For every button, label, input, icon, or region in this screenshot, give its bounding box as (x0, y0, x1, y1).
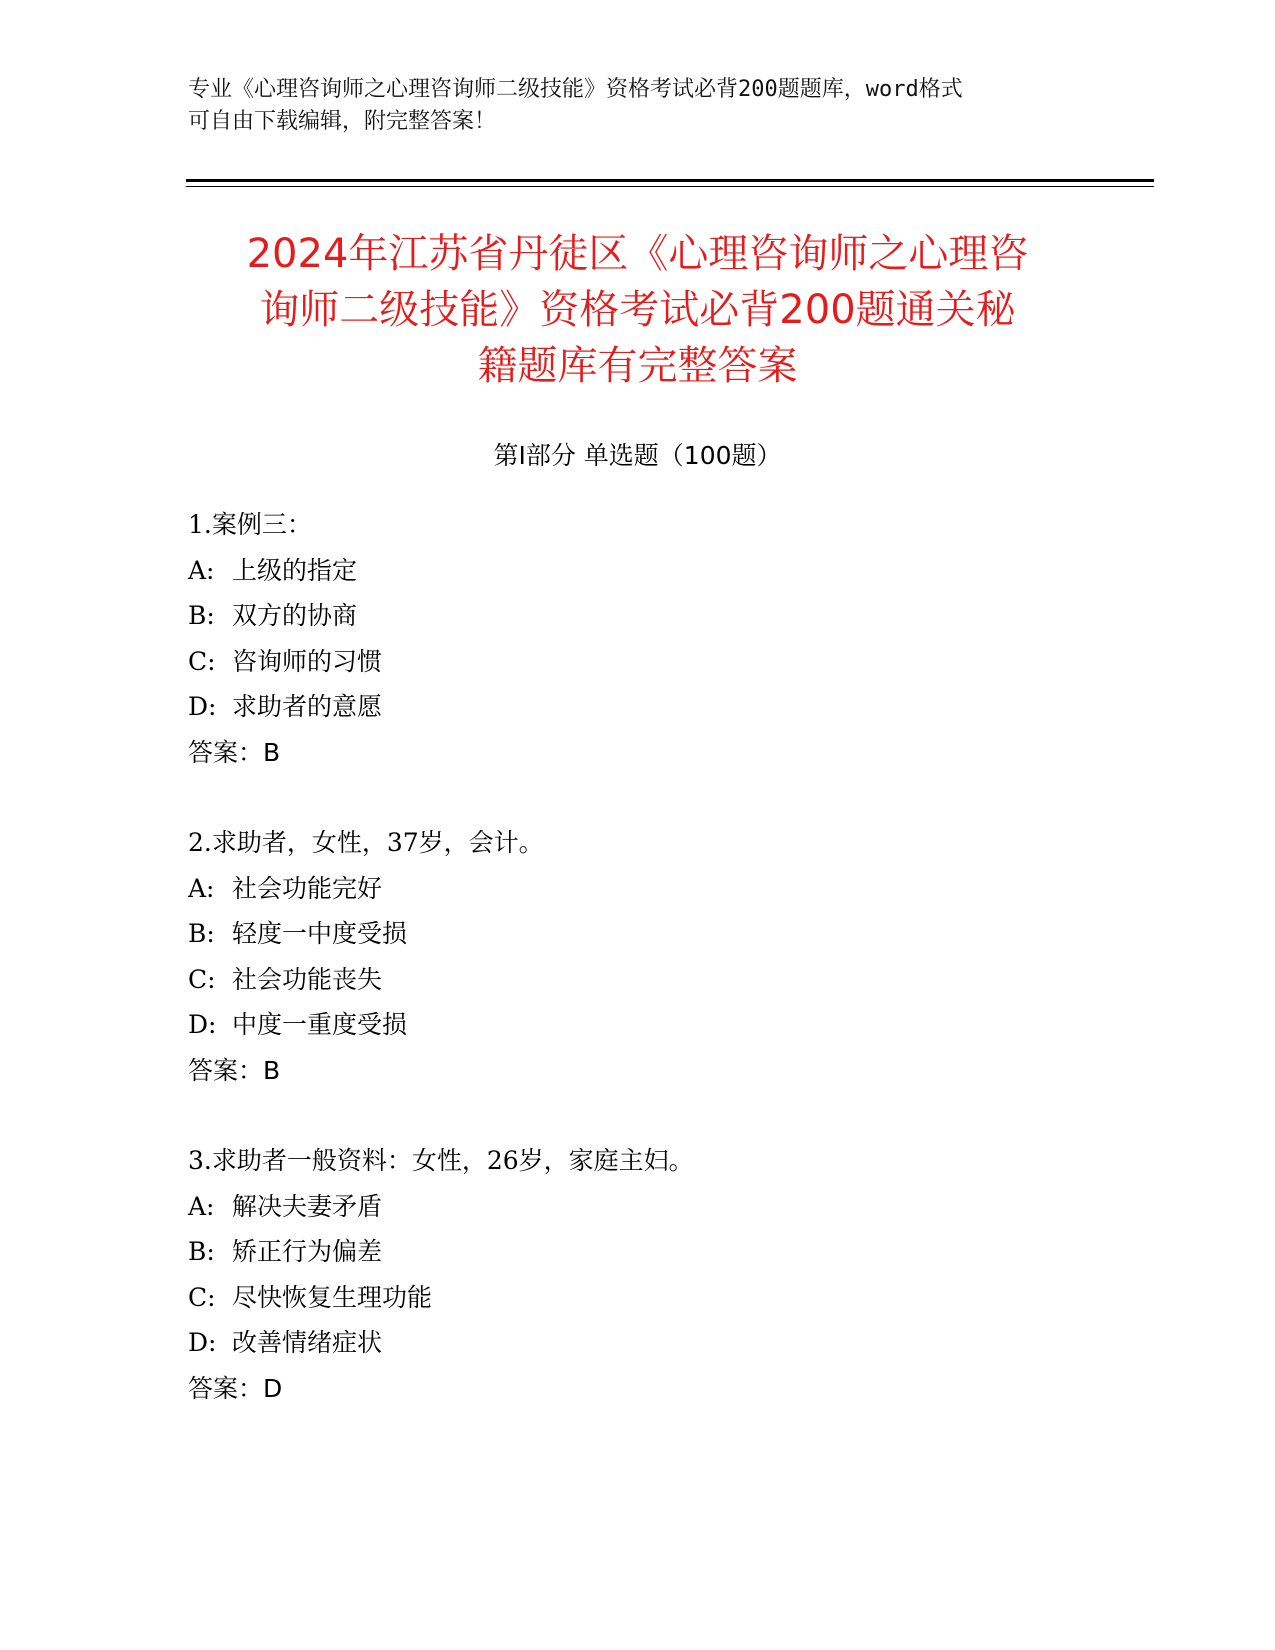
option-text: 上级的指定 (232, 555, 358, 585)
option-letter: D: (188, 692, 217, 721)
option-text: 求助者的意愿 (232, 692, 383, 721)
option-d (188, 684, 1088, 730)
option-letter: B: (188, 1237, 215, 1266)
option-text: 咨询师的习惯 (232, 646, 383, 676)
header-line-1: 专业《心理咨询师之心理咨询师二级技能》资格考试必背200题题库，word格式 (188, 77, 963, 102)
option-a (188, 866, 1088, 912)
section-heading: 第Ⅰ部分 单选题（100题） (493, 441, 782, 470)
header-line-2: 可自由下载编辑，附完整答案！ (188, 109, 497, 134)
question-3 (188, 1138, 1088, 1411)
option-letter: B: (188, 919, 215, 948)
title-line-1: 2024年江苏省丹徒区《心理咨询师之心理咨 (246, 231, 1029, 277)
option-text: 双方的协商 (232, 601, 358, 630)
option-letter: D: (188, 1010, 217, 1039)
option-letter: A: (188, 555, 215, 585)
option-letter: C: (188, 1282, 216, 1312)
option-letter: C: (188, 646, 216, 676)
title-line-2: 询师二级技能》资格考试必背200题通关秘 (259, 287, 1016, 333)
header-divider-thin (186, 186, 1154, 187)
option-letter: A: (188, 1191, 215, 1221)
answer-line: 答案：B (188, 737, 281, 767)
option-a (188, 1184, 1088, 1230)
option-c (188, 957, 1088, 1003)
option-text: 矫正行为偏差 (232, 1237, 383, 1266)
option-text: 改善情绪症状 (232, 1328, 383, 1357)
option-c (188, 1275, 1088, 1321)
option-text: 中度一重度受损 (232, 1010, 408, 1039)
option-b (188, 911, 1088, 957)
option-text: 尽快恢复生理功能 (232, 1282, 433, 1312)
option-letter: D: (188, 1328, 217, 1357)
option-letter: C: (188, 964, 216, 994)
option-b (188, 593, 1088, 639)
document-header-note (188, 74, 1088, 138)
question-stem: 1.案例三： (188, 510, 312, 539)
question-1 (188, 502, 1088, 775)
question-stem: 3.求助者一般资料：女性，26岁，家庭主妇。 (188, 1146, 694, 1175)
option-d (188, 1320, 1088, 1366)
option-text: 社会功能丧失 (232, 964, 383, 994)
document-title (150, 226, 1125, 394)
option-text: 解决夫妻矛盾 (232, 1191, 383, 1221)
question-2 (188, 820, 1088, 1093)
option-c (188, 639, 1088, 685)
option-d (188, 1002, 1088, 1048)
option-b (188, 1229, 1088, 1275)
header-divider-thick (186, 179, 1154, 182)
title-line-3: 籍题库有完整答案 (477, 343, 798, 389)
answer-line: 答案：B (188, 1055, 281, 1085)
option-text: 轻度一中度受损 (232, 919, 408, 948)
option-letter: A: (188, 873, 215, 903)
option-text: 社会功能完好 (232, 873, 383, 903)
option-a (188, 548, 1088, 594)
question-stem: 2.求助者，女性，37岁，会计。 (188, 828, 544, 857)
option-letter: B: (188, 601, 215, 630)
answer-line: 答案：D (188, 1373, 283, 1403)
